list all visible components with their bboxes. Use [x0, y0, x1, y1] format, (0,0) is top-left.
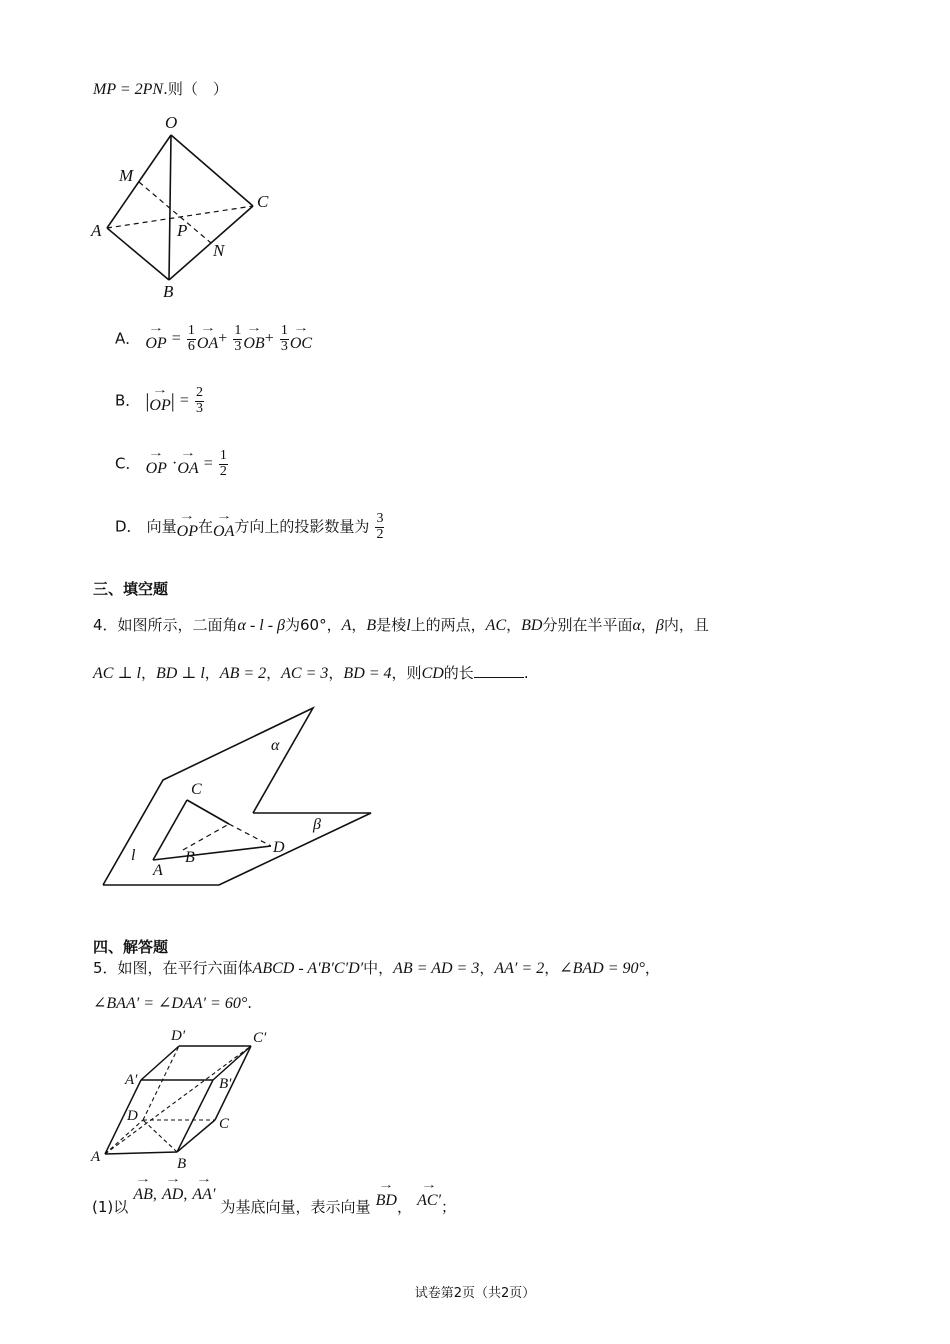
option-d-vec-op: → OP [177, 515, 198, 540]
q4-line1-segment: ， [351, 616, 367, 634]
label-alpha: α [271, 737, 280, 754]
option-c-eq: = [203, 455, 213, 473]
q4-line2-segment: 的长 [443, 664, 474, 682]
q4-line2-segment: AB = 2 [219, 665, 267, 682]
option-d-text-2: 在 [198, 517, 214, 536]
label-O: O [165, 113, 178, 132]
tetrahedron-figure [85, 110, 285, 305]
segment-A-to-D [153, 846, 271, 860]
q4-line1-segment: l [406, 617, 411, 634]
q4-line1-segment: A [341, 617, 352, 634]
edge-OA [107, 135, 171, 228]
label-D: D [127, 1108, 138, 1124]
segment-BC-dashed [183, 824, 229, 850]
q5-line1-segment: ， [544, 959, 560, 977]
option-c [115, 449, 229, 479]
edge-AB [107, 228, 169, 280]
basis-vectors: → AB, → AD, → AA′ [133, 1178, 215, 1203]
label-B: B [177, 1156, 187, 1172]
basis-vec-aa1: → AA′ [192, 1178, 215, 1203]
q5-part-1-mid: 为基底向量，表示向量 [220, 1198, 371, 1216]
label-N: N [213, 241, 225, 260]
edge-OC [171, 135, 253, 206]
option-d-vec-oa: → OA [213, 515, 234, 540]
option-d-frac: $\frac{3}{2}$ [376, 511, 384, 542]
q5-part-1 [92, 1186, 457, 1216]
parallelepiped-figure [85, 1022, 285, 1172]
option-a-frac-3: $\frac{1}{3}$ [280, 323, 288, 354]
q4-line-2-parts [93, 663, 474, 682]
q4-line2-segment: ， [140, 664, 156, 682]
q5-line1-segment: 5．如图，在平行六面体 [93, 959, 253, 977]
q3-stem-math: MP = 2PN [93, 81, 164, 98]
edge-AD-hidden [105, 1120, 143, 1154]
q5-line1-segment: AB = AD = 3 [393, 960, 480, 977]
q4-line2-segment: ， [204, 664, 220, 682]
q4-line1-segment: α [632, 617, 641, 634]
label-B1: B′ [219, 1076, 232, 1092]
label-C: C [257, 192, 269, 211]
q5-line1-segment: 中， [363, 959, 394, 977]
label-A: A [91, 221, 102, 240]
option-a-lhs-vec: → OP [145, 327, 166, 352]
label-B: B [185, 849, 195, 866]
basis-vec-ad: → AD [162, 1178, 183, 1203]
q5-line-2-math: ∠BAA′ = ∠DAA′ = 60° [93, 995, 248, 1012]
q4-line1-segment: 是棱 [376, 616, 407, 634]
label-C1: C′ [253, 1030, 267, 1046]
q4-line1-segment: BD [521, 617, 543, 634]
q4-line-2 [93, 662, 529, 683]
q4-line2-segment: ， [328, 664, 344, 682]
segment-CD-dashed [229, 824, 271, 846]
q5-line1-segment: ， [644, 959, 660, 977]
q4-line1-segment: B [366, 617, 377, 634]
label-C: C [219, 1116, 230, 1132]
q5-line1-segment: AA′ = 2 [494, 960, 545, 977]
label-C: C [191, 781, 202, 798]
option-b-vec: → OP [149, 389, 170, 414]
q4-line1-segment: α - l - β [237, 617, 286, 634]
option-a-vec-oa: → OA [197, 327, 218, 352]
option-a-eq: = [171, 330, 181, 348]
option-a [115, 324, 312, 354]
section-3-title: 三、填空题 [93, 580, 169, 598]
q5-line-1 [93, 957, 660, 978]
dihedral-angle-figure [95, 700, 385, 895]
q4-line1-segment: 内，且 [663, 616, 709, 634]
q5-line1-segment: ， [479, 959, 495, 977]
target-vec-ac1: → AC′ [417, 1184, 441, 1209]
segment-AC [153, 800, 187, 860]
label-B: B [163, 282, 174, 301]
label-A: A [91, 1149, 101, 1165]
q5-part-1-end: ； [441, 1198, 457, 1216]
option-b-frac: $\frac{2}{3}$ [195, 385, 203, 416]
edge-BB1 [177, 1080, 213, 1152]
q5-line1-segment: ABCD - A′B′C′D′ [252, 960, 364, 977]
segment-MN-dashed [139, 182, 211, 243]
diagonal-AC1-hidden [105, 1046, 251, 1154]
q4-line1-segment: ， [640, 616, 656, 634]
option-b: B． |→ OP| = $\frac{2}{3}$ [115, 386, 205, 416]
edge-A1D1 [141, 1046, 179, 1080]
option-b-eq: = [179, 392, 189, 410]
option-a-label: A． [115, 329, 141, 348]
option-c-vec-oa: → OA [177, 452, 198, 477]
q4-line1-segment: AC [485, 617, 507, 634]
label-D: D [273, 839, 285, 856]
edge-B1C1 [213, 1046, 251, 1080]
diagonal-BD-hidden [143, 1120, 177, 1152]
option-d-text-3: 方向上的投影数量为 [234, 517, 370, 536]
section-4-title: 四、解答题 [93, 938, 169, 956]
edge-BC [177, 1120, 215, 1152]
q4-line1-segment: 为60°， [285, 616, 342, 634]
q4-line1-segment: ， [506, 616, 522, 634]
q4-line2-segment: BD = 4 [343, 665, 392, 682]
target-vec-bd: → BD [376, 1184, 397, 1209]
q4-line-2-end: . [523, 664, 529, 682]
q5-line1-segment: ∠BAD = 90° [559, 960, 645, 977]
q4-line2-segment: AC ⊥ l [93, 665, 141, 682]
option-c-frac: $\frac{1}{2}$ [219, 448, 227, 479]
option-d [115, 512, 385, 542]
option-a-plus-2: + [264, 330, 274, 348]
basis-vec-ab: → AB [133, 1178, 153, 1203]
q4-line-1 [93, 614, 709, 635]
edge-DD1-hidden [143, 1046, 179, 1120]
option-a-frac-1: $\frac{1}{6}$ [187, 323, 195, 354]
option-b-label: B． [115, 391, 141, 410]
option-c-vec-op: → OP [146, 452, 167, 477]
q4-line2-segment: CD [421, 665, 444, 682]
q5-line-2 [93, 993, 252, 1013]
label-D1: D′ [171, 1028, 186, 1044]
q3-stem [93, 78, 228, 99]
label-beta: β [313, 816, 321, 833]
q4-line1-segment: 上的两点， [410, 616, 486, 634]
label-l: l [131, 847, 136, 864]
option-d-text-1: 向量 [146, 517, 177, 536]
q4-line2-segment: ，则 [391, 664, 422, 682]
q4-line2-segment: BD ⊥ l [155, 665, 205, 682]
q4-line1-segment: β [655, 617, 664, 634]
q5-line-2-end: . [247, 994, 253, 1012]
q3-stem-tail: .则（ ） [163, 80, 228, 98]
label-M: M [119, 166, 134, 185]
option-a-vec-oc: → OC [290, 327, 312, 352]
option-a-vec-ob: → OB [243, 327, 264, 352]
answer-blank[interactable] [474, 677, 524, 678]
option-c-dot: · [172, 455, 178, 473]
label-P: P [177, 221, 188, 240]
page-footer: 试卷第2页（共2页） [414, 1286, 536, 1301]
label-A: A [153, 862, 163, 879]
q5-part-1-prefix: (1)以 [92, 1198, 129, 1216]
plane-beta-outline [103, 813, 371, 885]
label-A1: A′ [125, 1072, 138, 1088]
option-a-plus-1: + [218, 330, 228, 348]
q4-line2-segment: ， [266, 664, 282, 682]
option-a-frac-2: $\frac{1}{3}$ [234, 323, 242, 354]
q4-line2-segment: AC = 3 [281, 665, 329, 682]
q5-part-1-sep: ， [396, 1198, 412, 1216]
q4-line1-segment: 分别在半平面 [542, 616, 633, 634]
segment-C-to-alpha-edge [187, 800, 229, 824]
q4-line1-segment: 4．如图所示，二面角 [93, 616, 238, 634]
option-d-label: D． [115, 517, 142, 536]
option-c-label: C． [115, 454, 141, 473]
edge-AB [105, 1152, 177, 1154]
